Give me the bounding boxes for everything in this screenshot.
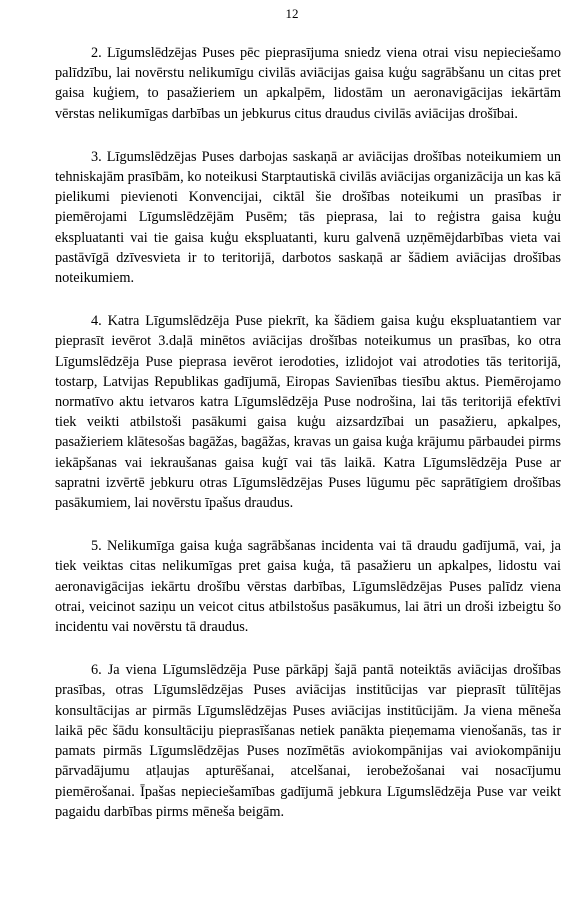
- paragraph-4: 4. Katra Līgumslēdzēja Puse piekrīt, ka šādiem gaisa kuģu ekspluatantiem var pieprasīt ievērot 3.daļā minētos aviācijas drošības noteikumus un prasības, ko otra Līgumslēdzēja Puse pieprasa ievērot ierodoties, izlidojot vai atrodoties tās teritorijā, tostarp, Latvijas Republikas gadījumā, Eiropas Savienības tiesību aktus. Piemērojamo normatīvo aktu ietvaros katra Līgumslēdzēja Puse nodrošina, lai tās teritorijā efektīvi tiek veikti atbilstoši pasākumi gaisa kuģu aizsardzībai un pasažieru, apkalpes, pasažieriem klātesošas bagāžas, bagāžas, kravas un gaisa kuģa krājumu pārbaudei pirms iekāpšanas vai iekraušanas gaisa kuģī vai tās laikā. Katra Līgumslēdzēja Puse ar sapratni izvērtē jebkuru otras Līgumslēdzējas Puses lūgumu pēc saprātīgiem drošības pasākumiem, lai novērstu īpašus draudus.: [55, 313, 561, 512]
- document-body: [55, 43, 561, 845]
- paragraph-6: 6. Ja viena Līgumslēdzēja Puse pārkāpj šajā pantā noteiktās aviācijas drošības prasības, otras Līgumslēdzējas Puses aviācijas institūcijas var pieprasīt tūlītējas konsultācijas ar pirmās Līgumslēdzējas Puses aviācijas institūcijām. Ja viena mēneša laikā pēc šādu konsultāciju pieprasīšanas netiek panākta pieņemama vienošanās, tas ir pamats pirmās Līgumslēdzējas Puses nozīmētās aviokompānijas vai aviokompāniju pārvadājumu atļaujas apturēšanai, atcelšanai, ierobežošanai vai nosacījumu piemērošanai. Īpašas nepieciešamības gadījumā jebkura Līgumslēdzēja Puse var veikt pagaidu darbības pirms mēneša beigām.: [55, 662, 561, 820]
- page-number: 12: [285, 6, 299, 21]
- paragraph-3: 3. Līgumslēdzējas Puses darbojas saskaņā ar aviācijas drošības noteikumiem un tehniskajām prasībām, ko noteikusi Starptautiskā civilās aviācijas organizācija un kas kā pielikumi pievienoti Konvencijai, ciktāl šie drošības noteikumi un prasības ir piemērojami Līgumslēdzējām Pusēm; tās pieprasa, lai to reģistra gaisa kuģu ekspluatanti vai tie gaisa kuģu ekspluatanti, kuru galvenā uzņēmējdarbības vieta vai pastāvīgā dzīvesvieta ir to teritorijā, darbotos saskaņā ar šādiem aviācijas drošības noteikumiem.: [55, 148, 561, 287]
- paragraph-5: 5. Nelikumīga gaisa kuģa sagrābšanas incidenta vai tā draudu gadījumā, vai, ja tiek veiktas citas nelikumīgas pret gaisa kuģa, tā pasažieru un apkalpes, lidostu vai aeronavigācijas iekārtu drošību vērstas darbības, Līgumslēdzējas Puses palīdz viena otrai, veicinot saziņu un veicot citus atbilstošus pasākumus, lai ātri un droši izbeigtu šo incidentu vai novērstu tā draudus.: [55, 538, 561, 636]
- paragraph-2: 2. Līgumslēdzējas Puses pēc pieprasījuma sniedz viena otrai visu nepieciešamo palīdzību, lai novērstu nelikumīgu civilās aviācijas gaisa kuģu sagrābšanu un citas pret gaisa kuģiem, to pasažieriem un apkalpēm, lidostām un aeronavigācijas iekārtām vērstas nelikumīgas darbības un jebkurus citus draudus civilās aviācijas drošībai.: [55, 45, 561, 122]
